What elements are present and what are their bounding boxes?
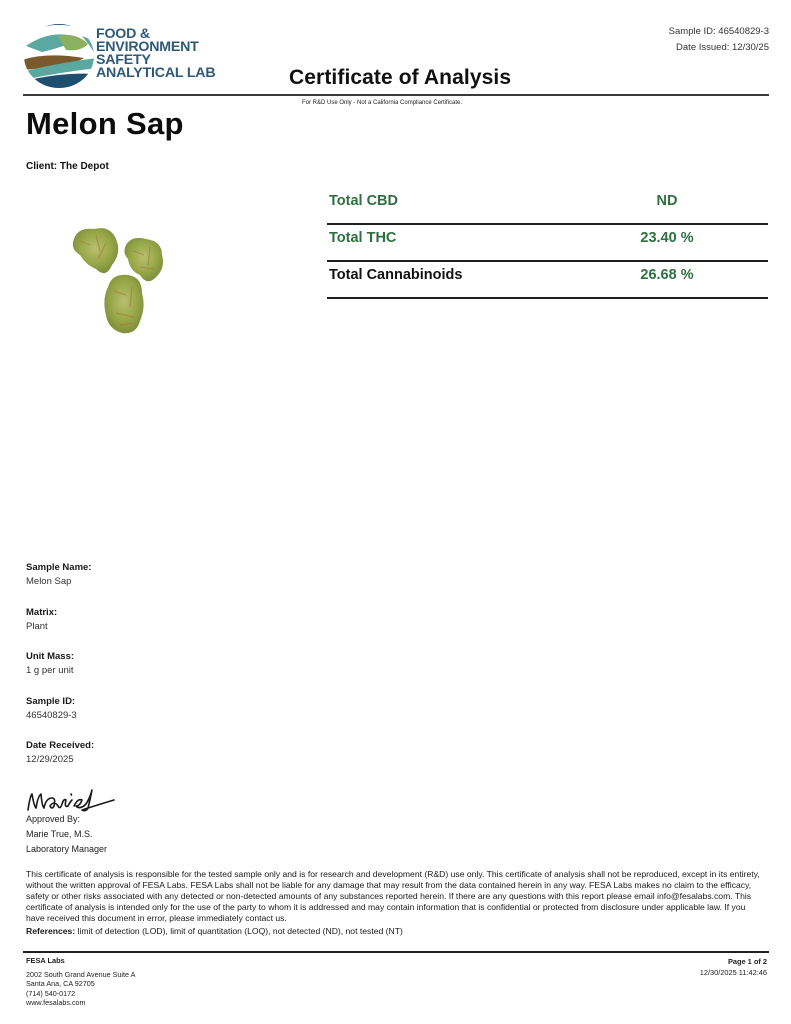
detail-value: 46540829-3 <box>26 709 77 721</box>
references-text: limit of detection (LOD), limit of quantitation (LOQ), not detected (ND), not tested (NT) <box>75 926 403 936</box>
detail-value: Plant <box>26 620 48 632</box>
detail-label: Sample Name: <box>26 562 92 573</box>
detail-sample-id <box>26 695 94 740</box>
detail-label: Unit Mass: <box>26 651 75 662</box>
product-name: Melon Sap <box>26 106 184 141</box>
footer-address-line2: Santa Ana, CA 92705 <box>26 979 95 988</box>
approver-name: Marie True, M.S. <box>26 829 93 839</box>
disclaimer-text: This certificate of analysis is responsible for the tested sample only and is for research and development (R&D) use only. This certificate of analysis shall not be reproduced, except in its entirety, without the written approval of FESA Labs. FESA Labs shall not be liable for any damage that may result from the data contained herein in any way. FESA Labs makes no claim to the efficacy, safety or other risks associated with any detected or non-detected amounts of any substances reported herein. If there are any questions with this report please email info@fesalabs.com. This certificate of analysis is intended only for the use of the party to whom it is addressed and may contain information that is confidential or protected from disclosure under applicable law. If you have received this document in error, please immediately contact us. <box>26 869 760 924</box>
sample-details <box>26 561 94 784</box>
header-divider <box>23 94 769 96</box>
detail-unit-mass <box>26 650 94 695</box>
summary-label: Total CBD <box>329 193 399 209</box>
footer-divider <box>23 951 769 953</box>
detail-value: Melon Sap <box>26 576 72 587</box>
cannabinoid-summary-table <box>327 188 768 299</box>
rd-use-note: For R&D Use Only - Not a California Compliance Certificate. <box>302 100 463 106</box>
date-issued: Date Issued: 12/30/25 <box>676 42 769 53</box>
references-label: References: <box>26 926 76 936</box>
detail-sample-name <box>26 561 94 606</box>
cannabis-flower-image <box>50 195 210 355</box>
detail-value: 12/29/2025 <box>26 754 74 765</box>
approved-by-label: Approved By: <box>26 814 81 824</box>
client-name: Client: The Depot <box>26 161 109 172</box>
summary-row-total-cannabinoids <box>327 262 768 299</box>
summary-value: 23.40 % <box>640 230 694 246</box>
sample-id-header: Sample ID: 46540829-3 <box>668 26 769 37</box>
footer-website[interactable]: www.fesalabs.com <box>26 998 86 1007</box>
summary-label: Total Cannabinoids <box>329 267 463 283</box>
approval-block <box>26 812 107 857</box>
logo-line: FOOD & <box>96 26 150 42</box>
detail-date-received <box>26 739 94 784</box>
approver-title: Laboratory Manager <box>26 844 108 854</box>
summary-label: Total THC <box>329 230 397 246</box>
page-title: Certificate of Analysis <box>289 66 512 89</box>
detail-matrix <box>26 606 94 651</box>
lab-name-logo-text <box>96 28 215 80</box>
header-meta <box>669 24 769 56</box>
summary-value: 26.68 % <box>640 267 694 283</box>
detail-value: 1 g per unit <box>26 665 74 676</box>
references <box>26 926 403 936</box>
footer-address-line1: 2002 South Grand Avenue Suite A <box>26 969 136 979</box>
footer-phone: (714) 540-0172 <box>26 988 76 998</box>
summary-value: ND <box>656 193 678 209</box>
page-number: Page 1 of 2 <box>727 957 767 966</box>
detail-label: Date Received: <box>26 740 95 751</box>
footer-timestamp: 12/30/2025 11:42:46 <box>699 968 767 977</box>
footer-page-info <box>700 956 767 978</box>
fesa-logo-icon <box>22 22 97 90</box>
footer-address <box>26 956 135 1008</box>
logo-line: ENVIRONMENT <box>96 39 199 55</box>
summary-row-total-cbd <box>327 188 768 225</box>
logo-line: ANALYTICAL LAB <box>96 65 216 81</box>
summary-row-total-thc <box>327 225 768 262</box>
footer-company: FESA Labs <box>26 956 65 965</box>
detail-label: Sample ID: <box>26 695 76 707</box>
logo-line: SAFETY <box>96 52 151 68</box>
detail-label: Matrix: <box>26 606 58 618</box>
